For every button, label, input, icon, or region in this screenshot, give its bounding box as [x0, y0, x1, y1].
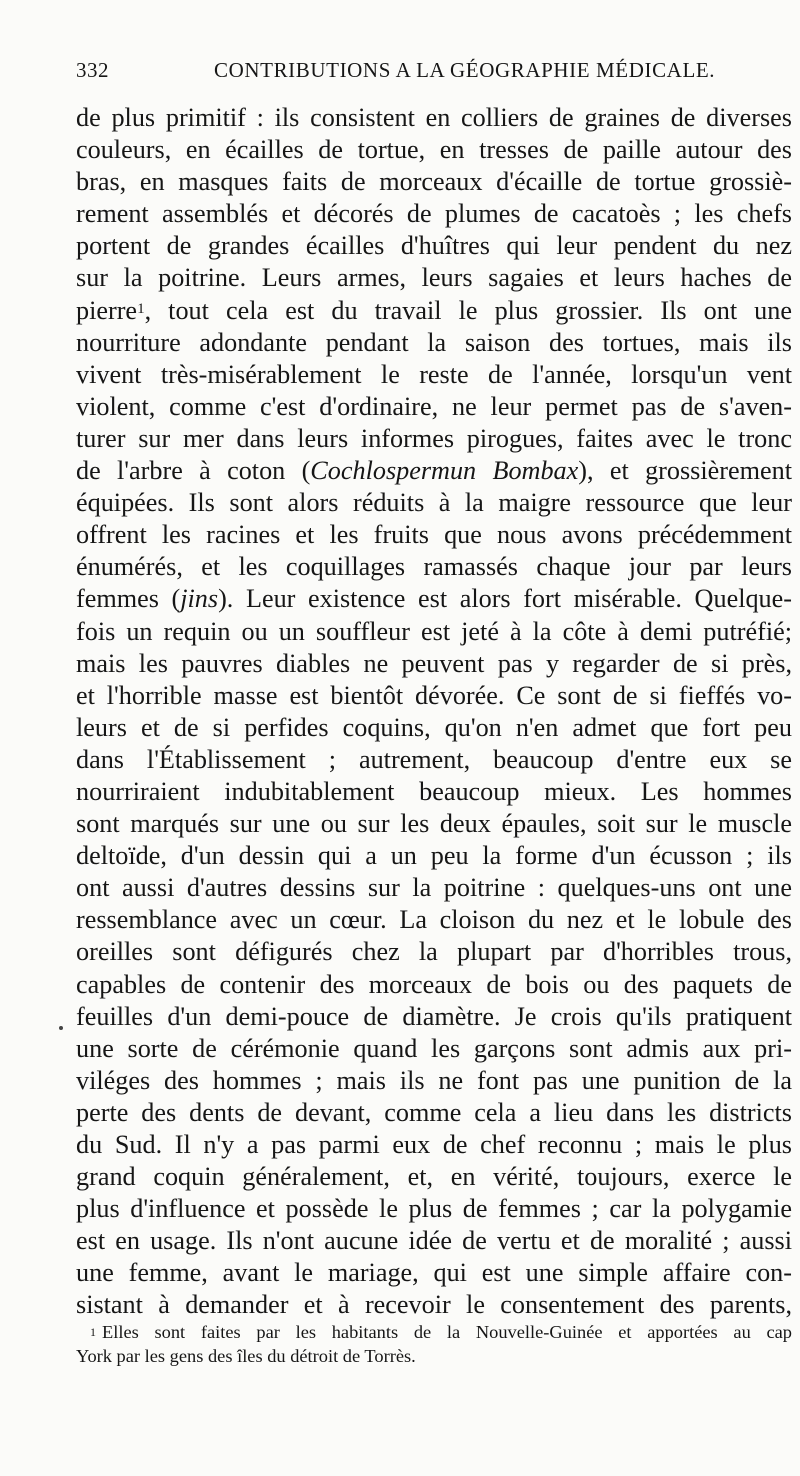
text-line: viléges des hommes ; mais ils ne font pas une punition de la — [76, 1065, 792, 1095]
text-line: dans l'Établissement ; autrement, beaucoup d'entre eux se — [76, 744, 792, 774]
text-line: nourriture adondante pendant la saison des tortues, mais ils — [76, 327, 792, 357]
text-line: leurs et de si perfides coquins, qu'on n'en admet que fort peu — [76, 712, 792, 742]
text-line: perte des dents de devant, comme cela a lieu dans les districts — [76, 1097, 792, 1127]
text-fragment: femmes ( — [76, 584, 181, 614]
text-line: bras, en masques faits de morceaux d'écaille de tortue grossiè- — [76, 167, 792, 197]
text-line: équipées. Ils sont alors réduits à la maigre ressource que leur — [76, 488, 792, 518]
text-line: turer sur mer dans leurs informes pirogues, faites avec le tronc — [76, 423, 792, 453]
text-fragment: ), et grossièrement — [578, 456, 792, 486]
text-line: mais les pauvres diables ne peuvent pas y regarder de si près, — [76, 648, 792, 678]
text-line: énumérés, et les coquillages ramassés chaque jour par leurs — [76, 552, 792, 582]
text-line: capables de contenir des morceaux de bois ou des paquets de — [76, 969, 792, 999]
text-line: feuilles d'un demi-pouce de diamètre. Je crois qu'ils pratiquent — [76, 1001, 792, 1031]
text-line: deltoïde, d'un dessin qui a un peu la forme d'un écusson ; ils — [76, 841, 792, 871]
text-fragment: , tout cela est du travail le plus grossier. Ils ont une — [144, 295, 792, 325]
footnote-line: York par les gens des îles du détroit de Torrès. — [76, 1346, 416, 1366]
footnote-reference: 1 — [137, 300, 145, 317]
term-italic: jins — [180, 584, 219, 614]
text-fragment: pierre — [76, 295, 138, 325]
body-text — [76, 102, 792, 1322]
text-line: oreilles sont défigurés chez la plupart par d'horribles trous, — [76, 937, 792, 967]
text-line: plus d'influence et possède le plus de femmes ; car la polygamie — [76, 1194, 792, 1224]
text-line — [76, 295, 792, 327]
text-line: de plus primitif : ils consistent en colliers de graines de diverses — [76, 103, 792, 132]
text-line — [76, 455, 792, 487]
footnote-mark: 1 — [90, 1325, 96, 1339]
page-number: 332 — [76, 58, 109, 82]
species-name: Cochlospermun Bombax — [310, 456, 579, 486]
margin-mark — [59, 1026, 63, 1030]
text-fragment: ). Leur existence est alors fort misérable. Quelque- — [218, 584, 792, 614]
text-line: couleurs, en écailles de tortue, en tresses de paille autour des — [76, 135, 792, 165]
text-line: et l'horrible masse est bientôt dévorée. Ce sont de si fieffés vo- — [76, 680, 792, 710]
text-line — [76, 583, 792, 615]
page-header — [76, 58, 792, 90]
text-line: rement assemblés et décorés de plumes de cacatoès ; les chefs — [76, 199, 792, 229]
text-line: sur la poitrine. Leurs armes, leurs sagaies et leurs haches de — [76, 263, 792, 293]
text-line: grand coquin généralement, et, en vérité, toujours, exerce le — [76, 1162, 792, 1192]
running-title: CONTRIBUTIONS A LA GÉOGRAPHIE MÉDICALE. — [214, 58, 716, 82]
text-line: une sorte de cérémonie quand les garçons sont admis aux pri- — [76, 1033, 792, 1063]
text-line: nourriraient indubitablement beaucoup mieux. Les hommes — [76, 776, 792, 806]
text-fragment: de l'arbre à coton ( — [76, 456, 311, 486]
text-line: sont marqués sur une ou sur les deux épaules, soit sur le muscle — [76, 809, 792, 839]
text-line: est en usage. Ils n'ont aucune idée de vertu et de moralité ; aussi — [76, 1226, 792, 1256]
text-line: fois un requin ou un souffleur est jeté à la côte à demi putréfié; — [76, 616, 792, 646]
footnote — [76, 1320, 792, 1368]
text-line: sistant à demander et à recevoir le consentement des parents, — [76, 1290, 792, 1320]
text-line: violent, comme c'est d'ordinaire, ne leur permet pas de s'aven- — [76, 391, 792, 421]
footnote-text: Elles sont faites par les habitants de la Nouvelle-Guinée et apportées au cap — [102, 1322, 792, 1342]
text-line: offrent les racines et les fruits que nous avons précédemment — [76, 520, 792, 550]
text-line: vivent très-misérablement le reste de l'année, lorsqu'un vent — [76, 359, 792, 389]
text-line: du Sud. Il n'y a pas parmi eux de chef reconnu ; mais le plus — [76, 1130, 792, 1159]
text-line: portent de grandes écailles d'huîtres qui leur pendent du nez — [76, 231, 792, 261]
footnote-line — [76, 1320, 792, 1344]
text-line: ressemblance avec un cœur. La cloison du nez et le lobule des — [76, 905, 792, 935]
text-line: ont aussi d'autres dessins sur la poitrine : quelques-uns ont une — [76, 873, 792, 903]
text-line: une femme, avant le mariage, qui est une simple affaire con- — [76, 1258, 792, 1288]
